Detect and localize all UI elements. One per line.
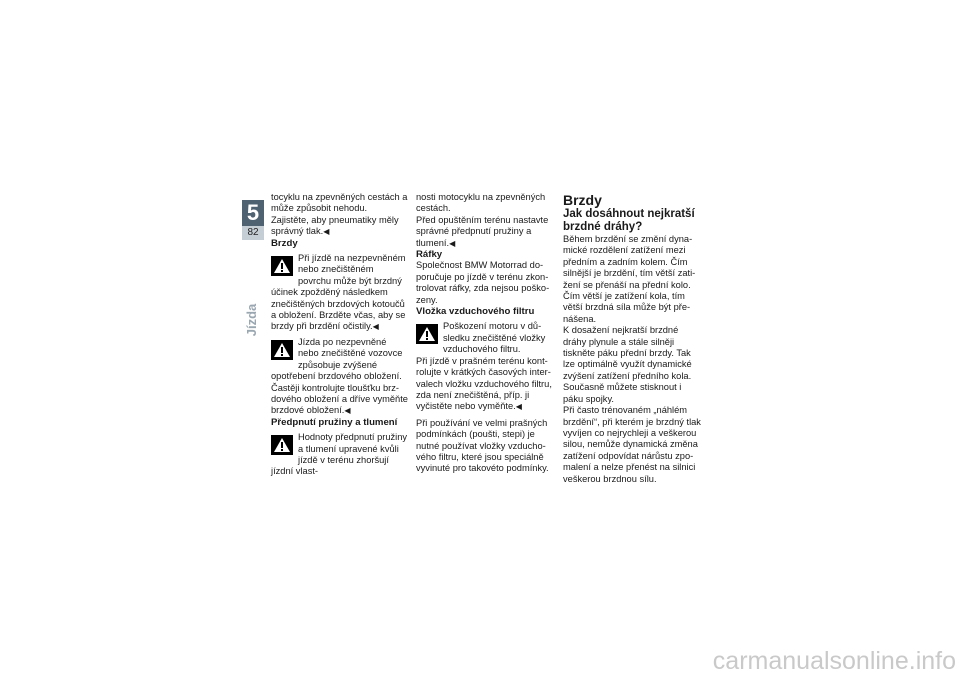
warning-text: Poškození motoru v důsledku znečištěné vložky vzduchového filtru. [443, 321, 546, 355]
warning-block [271, 432, 409, 478]
heading-rafky: Ráfky [416, 249, 443, 261]
paragraph: Zajistěte, aby pneumatiky měly správný tlak.◀ [271, 214, 399, 237]
warning-block [416, 321, 554, 355]
heading-brzdy: Brzdy [271, 237, 298, 249]
paragraph: Společnost BMW Motorrad doporučuje po jízdě v terénu zkontrolovat ráfky, zda nejsou poškozeny. [416, 260, 550, 305]
paragraph: tocyklu na zpevněných cestách a může způsobit nehodu. [271, 192, 408, 214]
heading-brzdy-main: Brzdy [563, 192, 602, 208]
page-number: 82 [242, 226, 264, 240]
paragraph: Častěji kontrolujte tloušťku brzdového obložení a dříve vyměňte brzdové obložení.◀ [271, 382, 408, 416]
column-1 [271, 192, 409, 478]
chapter-tab [242, 200, 264, 240]
warning-text: Jízda po nezpevněné nebo znečištěné vozovce způsobuje zvýšené opotřebení brzdového obložení. [271, 336, 403, 382]
warning-icon [271, 256, 293, 276]
paragraph: Při často trénovaném „náhlém brzdění“, při kterém je brzdný tlak vyvíjen co nejrychleji a veškerou silou, nemůže dynamická změna zatížení odpovídat nárůstu zpomalení a nelze přenést na silnici veškerou brzdnou sílu. [563, 405, 701, 484]
warning-text: Hodnoty předpnutí pružiny a tlumení upravené kvůli jízdě v terénu zhoršují jízdní vlast- [271, 432, 408, 477]
warning-block [271, 253, 409, 333]
paragraph: Při používání ve velmi prašných podmínkách (poušti, stepi) je nutné používat vložky vzduchového filtru, které jsou speciálně vyvinuté pro takovéto podmínky. [416, 417, 549, 474]
end-mark-icon: ◀ [449, 238, 456, 248]
paragraph: Před opuštěním terénu nastavte správné předpnutí pružiny a tlumení.◀ [416, 214, 549, 248]
warning-text: Při jízdě na nezpevněném nebo znečištěném povrchu může být brzdný účinek zpožděný následkem znečištěných brzdových kotoučů a obložení. Brzděte včas, aby se brzdy při brzdění očistily.◀ [271, 253, 406, 332]
warning-icon [416, 324, 438, 344]
watermark: carmanualsonline.info [712, 647, 956, 675]
end-mark-icon: ◀ [344, 406, 351, 416]
section-title: Jízda [244, 303, 259, 337]
paragraph: Během brzdění se změní dynamické rozdělení zatížení mezi předním a zadním kolem. Čím silnější je brzdění, tím větší zatižení se přenáší na přední kolo. Čím větší je zatížení kola, tím větší brzdná síla může být přenášena. [563, 234, 696, 324]
warning-icon [271, 340, 293, 360]
end-mark-icon: ◀ [372, 322, 379, 332]
heading-spring: Předpnutí pružiny a tlumení [271, 416, 398, 428]
column-3 [563, 192, 701, 485]
paragraph: nosti motocyklu na zpevněných cestách. [416, 192, 546, 214]
end-mark-icon: ◀ [323, 227, 330, 237]
end-mark-icon: ◀ [515, 402, 522, 412]
warning-block [271, 337, 409, 417]
column-2 [416, 192, 554, 475]
paragraph: Při jízdě v prašném terénu kontrolujte v krátkých časových intervalech vložku vzduchového filtru, zda není znečištěná, příp. ji vyčistěte nebo vyměňte.◀ [416, 355, 552, 412]
subheading: Jak dosáhnout nejkratší brzdné dráhy? [563, 208, 695, 233]
heading-filter: Vložka vzduchového filtru [416, 306, 535, 318]
warning-icon [271, 435, 293, 455]
paragraph: K dosažení nejkratší brzdné dráhy plynule a stále silněji tiskněte páku přední brzdy. Tak lze optimálně využít dynamické zvýšení zatížení předního kola. Současně můžete stisknout i páku spojky. [563, 325, 692, 404]
chapter-number: 5 [246, 200, 260, 225]
